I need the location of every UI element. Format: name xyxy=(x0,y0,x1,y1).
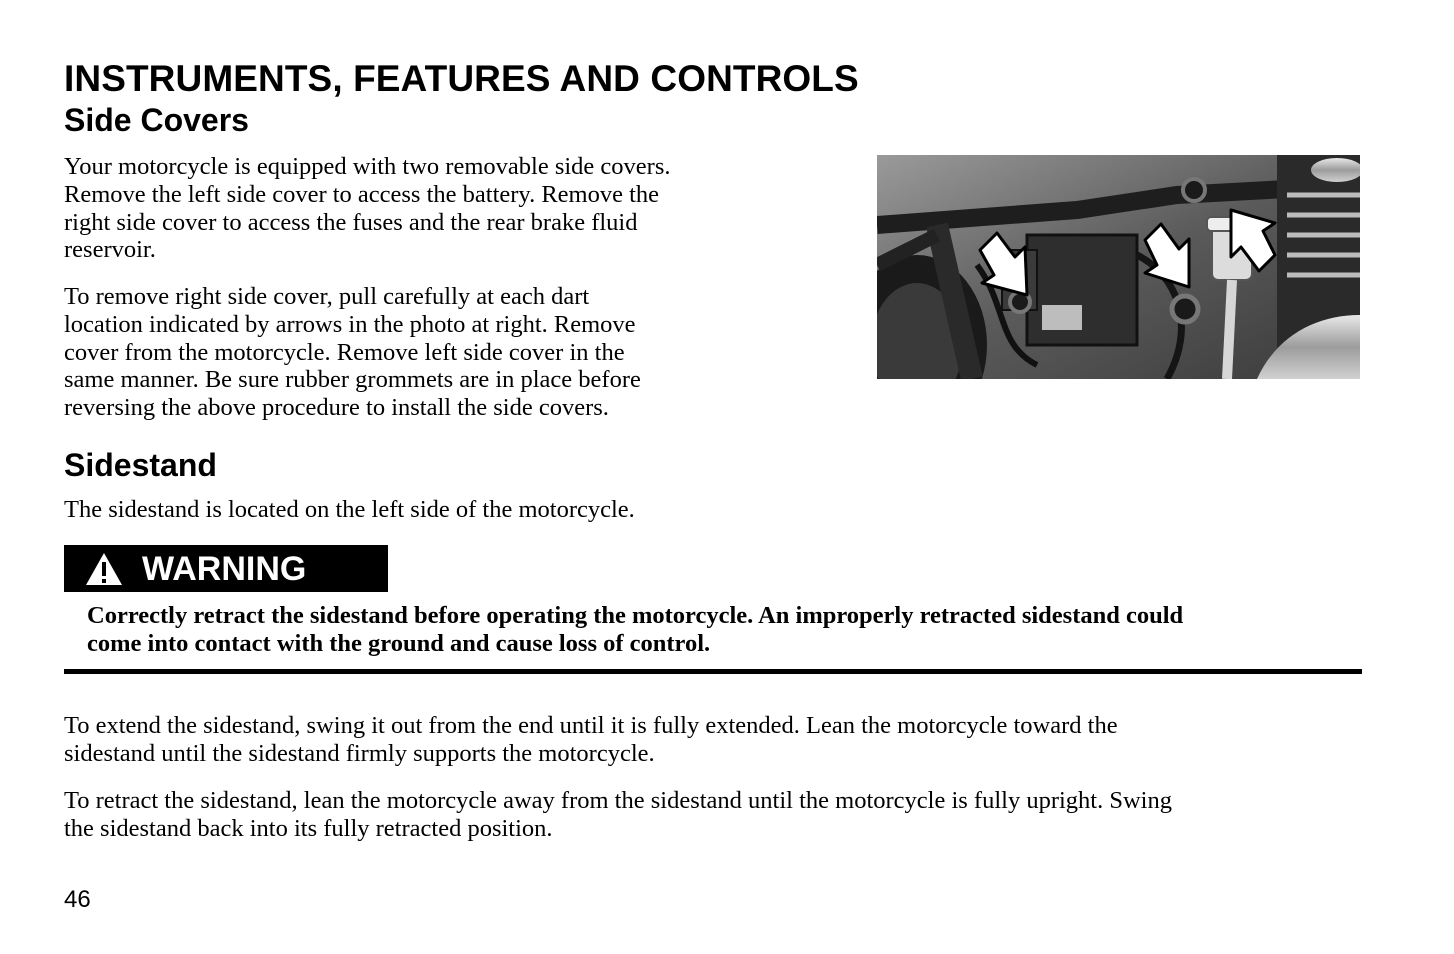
side-covers-paragraph-1 xyxy=(64,153,670,264)
warning-divider xyxy=(64,669,1362,674)
warning-triangle-icon xyxy=(84,551,124,587)
retract-sidestand-paragraph xyxy=(64,787,1172,843)
text-line: Remove the left side cover to access the battery. Remove the xyxy=(64,180,660,208)
motorcycle-side-cover-photo xyxy=(877,155,1360,379)
text-line: To retract the sidestand, lean the motorcycle away from the sidestand until the motorcycle is fully upright. Swing xyxy=(64,787,1172,814)
text-line: reservoir. xyxy=(64,236,156,264)
text-line: Your motorcycle is equipped with two removable side covers. xyxy=(64,153,671,180)
text-line: cover from the motorcycle. Remove left side cover in the xyxy=(64,338,625,366)
photo-illustration xyxy=(877,155,1360,379)
section-title: INSTRUMENTS, FEATURES AND CONTROLS xyxy=(64,58,859,99)
text-line: To extend the sidestand, swing it out from the end until it is fully extended. Lean the motorcycle toward the xyxy=(64,712,1118,739)
text-line: right side cover to access the fuses and the rear brake fluid xyxy=(64,208,638,236)
extend-sidestand-paragraph xyxy=(64,712,1118,768)
text-line: Correctly retract the sidestand before operating the motorcycle. An improperly retracted sidestand could xyxy=(87,602,1184,629)
text-line: same manner. Be sure rubber grommets are in place before xyxy=(64,366,641,394)
sidestand-heading: Sidestand xyxy=(64,447,217,483)
warning-label: WARNING xyxy=(142,550,307,588)
text-line: To remove right side cover, pull carefully at each dart xyxy=(64,283,590,310)
side-covers-heading: Side Covers xyxy=(64,102,249,138)
warning-text xyxy=(87,602,1362,657)
text-line: location indicated by arrows in the photo at right. Remove xyxy=(64,310,636,338)
text-line: reversing the above procedure to install the side covers. xyxy=(64,394,609,422)
side-covers-paragraph-2 xyxy=(64,283,641,422)
warning-banner xyxy=(64,545,388,592)
text-line: the sidestand back into its fully retracted position. xyxy=(64,814,553,842)
text-line: come into contact with the ground and cause loss of control. xyxy=(87,629,711,657)
page-number: 46 xyxy=(64,886,91,913)
sidestand-intro: The sidestand is located on the left side of the motorcycle. xyxy=(64,496,635,523)
text-line: sidestand until the sidestand firmly supports the motorcycle. xyxy=(64,739,655,767)
